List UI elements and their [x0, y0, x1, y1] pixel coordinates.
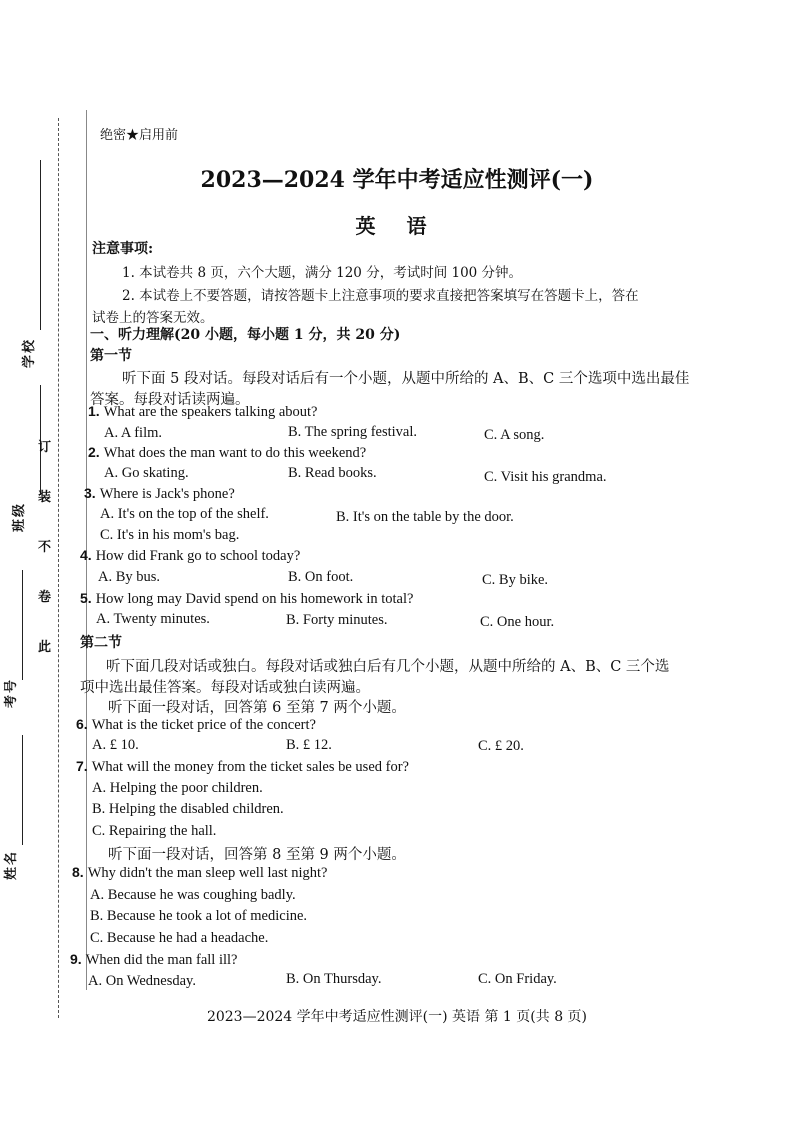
- exam-title: 2023—2024 学年中考适应性测评(一): [200, 167, 594, 193]
- q2-option-c: C. Visit his grandma.: [484, 469, 607, 485]
- q2-option-a: A. Go skating.: [104, 465, 189, 481]
- question-text: When did the man fall ill?: [85, 952, 238, 968]
- q1-option-b: B. The spring festival.: [288, 424, 418, 440]
- question-number: 3.: [84, 485, 96, 501]
- school-label: 学校: [22, 337, 37, 368]
- notice-item-1: 1. 本试卷共 8 页，六个大题，满分 120 分，考试时间 100 分钟。: [122, 265, 523, 281]
- question-2: [88, 444, 366, 462]
- dialog-6-7-instruction: 听下面一段对话，回答第 6 至第 7 两个小题。: [108, 700, 406, 716]
- question-number: 9.: [70, 951, 82, 967]
- class-label: 班级: [12, 501, 27, 532]
- notice-item-2-line2: 试卷上的答案无效。: [92, 310, 214, 326]
- question-text: What are the speakers talking about?: [103, 404, 318, 420]
- q5-option-b: B. Forty minutes.: [286, 612, 388, 628]
- question-number: 4.: [80, 547, 92, 563]
- q4-option-b: B. On foot.: [288, 569, 354, 585]
- name-fill-line: [22, 735, 23, 845]
- q1-option-c: C. A song.: [484, 427, 545, 443]
- q8-option-a: A. Because he was coughing badly.: [90, 887, 296, 903]
- binding-char-bu: 不: [38, 540, 54, 555]
- question-number: 5.: [80, 590, 92, 606]
- question-text: How did Frank go to school today?: [95, 548, 301, 564]
- question-3: [84, 485, 235, 503]
- notice-item-2-line1: 2. 本试卷上不要答题，请按答题卡上注意事项的要求直接把答案填写在答题卡上，答在: [122, 288, 639, 304]
- q2-option-b: B. Read books.: [288, 465, 377, 481]
- question-text: Why didn't the man sleep well last night?: [87, 865, 328, 881]
- question-text: Where is Jack's phone?: [99, 486, 235, 502]
- question-1: [88, 403, 317, 421]
- q7-option-b: B. Helping the disabled children.: [92, 801, 284, 817]
- section1-heading: 第一节: [90, 348, 132, 364]
- q7-option-a: A. Helping the poor children.: [92, 780, 263, 796]
- binding-char-juan: 卷: [38, 590, 54, 605]
- q5-option-a: A. Twenty minutes.: [96, 611, 210, 627]
- q9-option-a: A. On Wednesday.: [88, 973, 196, 989]
- section2-heading: 第二节: [80, 635, 122, 651]
- name-label: 姓名: [4, 849, 19, 880]
- q5-option-c: C. One hour.: [480, 614, 555, 630]
- section1-instruction-line1: 听下面 5 段对话。每段对话后有一个小题，从题中所给的 A、B、C 三个选项中选出最佳: [122, 371, 690, 387]
- q8-option-c: C. Because he had a headache.: [90, 930, 269, 946]
- question-9: [70, 951, 237, 969]
- q4-option-a: A. By bus.: [98, 569, 161, 585]
- question-4: [80, 547, 300, 565]
- question-text: What does the man want to do this weekend?: [103, 445, 367, 461]
- exam-no-fill-line: [22, 570, 23, 680]
- binding-char-zhuang: 装: [38, 490, 54, 505]
- exam-no-label: 考号: [4, 677, 19, 708]
- question-8: [72, 864, 327, 882]
- question-6: [76, 716, 316, 734]
- q6-option-a: A. £ 10.: [92, 737, 139, 753]
- question-text: What is the ticket price of the concert?: [91, 717, 316, 733]
- part1-heading: 一、听力理解(20 小题，每小题 1 分，共 20 分): [90, 327, 401, 343]
- question-5: [80, 590, 413, 608]
- question-number: 8.: [72, 864, 84, 880]
- dialog-8-9-instruction: 听下面一段对话，回答第 8 至第 9 两个小题。: [108, 847, 406, 863]
- section1-instruction-line2: 答案。每段对话读两遍。: [90, 392, 250, 408]
- q6-option-b: B. £ 12.: [286, 737, 332, 753]
- q9-option-c: C. On Friday.: [478, 971, 557, 987]
- question-text: How long may David spend on his homework in total?: [95, 591, 414, 607]
- page-footer: 2023—2024 学年中考适应性测评(一) 英语 第 1 页(共 8 页): [206, 1009, 588, 1025]
- binding-char-ding: 订: [38, 440, 54, 455]
- question-7: [76, 758, 409, 776]
- binding-dashed-line: [58, 118, 59, 1018]
- q3-option-a: A. It's on the top of the shelf.: [100, 506, 269, 522]
- question-number: 6.: [76, 716, 88, 732]
- section2-instruction-line1: 听下面几段对话或独白。每段对话或独白后有几个小题，从题中所给的 A、B、C 三个选: [106, 659, 670, 675]
- section2-instruction-line2: 项中选出最佳答案。每段对话或独白读两遍。: [80, 680, 370, 696]
- question-number: 2.: [88, 444, 100, 460]
- q4-option-c: C. By bike.: [482, 572, 549, 588]
- q9-option-b: B. On Thursday.: [286, 971, 382, 987]
- secret-marker: 绝密★启用前: [100, 128, 179, 143]
- binding-char-ci: 此: [38, 640, 54, 655]
- notice-heading: 注意事项:: [92, 241, 154, 257]
- q6-option-c: C. £ 20.: [478, 738, 524, 754]
- question-text: What will the money from the ticket sales be used for?: [91, 759, 409, 775]
- q7-option-c: C. Repairing the hall.: [92, 823, 217, 839]
- q8-option-b: B. Because he took a lot of medicine.: [90, 908, 308, 924]
- question-number: 7.: [76, 758, 88, 774]
- subject-title: 英 语: [355, 214, 439, 238]
- question-number: 1.: [88, 403, 100, 419]
- q1-option-a: A. A film.: [104, 425, 163, 441]
- q3-option-c: C. It's in his mom's bag.: [100, 527, 240, 543]
- q3-option-b: B. It's on the table by the door.: [336, 509, 514, 525]
